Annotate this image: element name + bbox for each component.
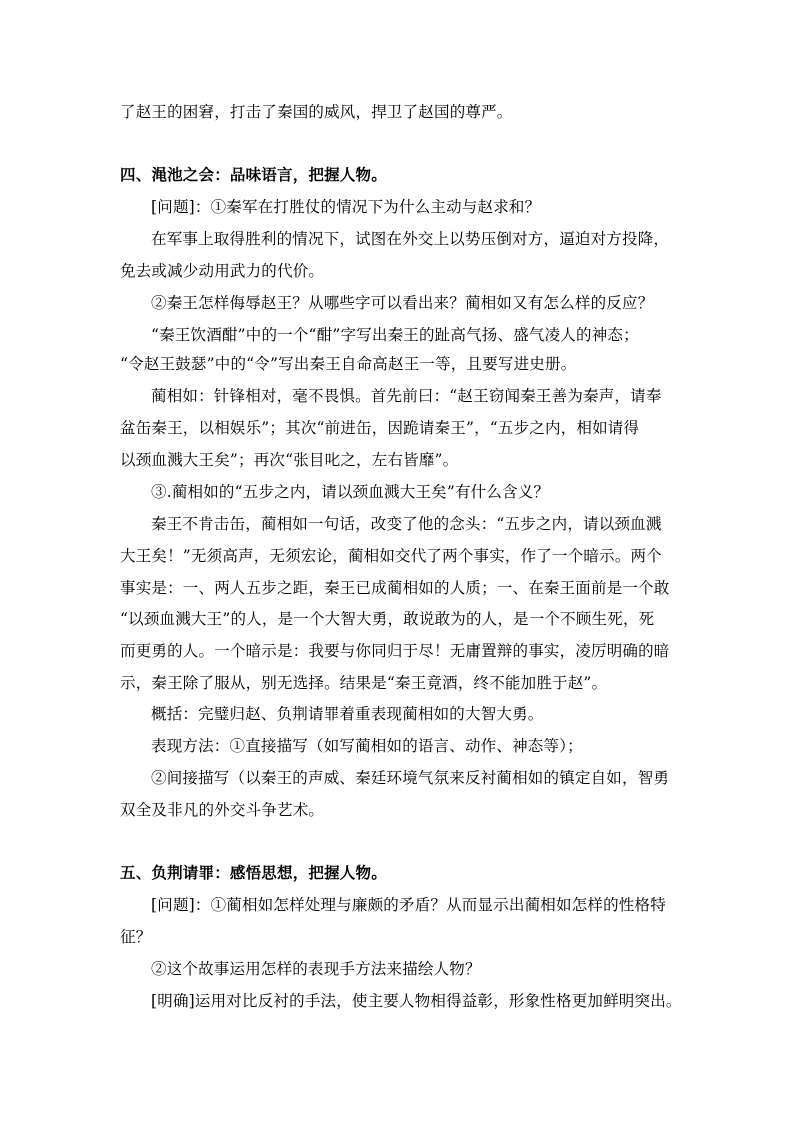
section-heading: 五、负荆请罪：感悟思想，把握人物。: [120, 864, 387, 882]
paragraph-line: 在军事上取得胜利的情况下，试图在外交上以势压倒对方，逼迫对方投降，: [151, 230, 670, 248]
paragraph-line: 了赵王的困窘，打击了秦国的威风，捍卫了赵国的尊严。: [120, 103, 513, 121]
question-line: ②这个故事运用怎样的表现手方法来描绘人物？: [151, 960, 481, 978]
paragraph-line: 概括：完璧归赵、负荆请罪着重表现蔺相如的大智大勇。: [151, 705, 544, 723]
paragraph-line: ②间接描写（以秦王的声威、秦廷环境气氛来反衬蔺相如的镇定自如，智勇: [151, 769, 670, 787]
paragraph-line: 以颈血溅大王矣”；再次“张目叱之，左右皆靡”。: [120, 451, 459, 469]
paragraph-line: [明确]运用对比反衬的手法，使主要人物相得益彰，形象性格更加鲜明突出。: [151, 992, 682, 1010]
question-line: ③.蔺相如的“五步之内，请以颈血溅大王矣”有什么含义？: [151, 483, 550, 501]
paragraph-line: 双全及非凡的外交斗争艺术。: [120, 801, 325, 819]
paragraph-line: 蔺相如：针锋相对，毫不畏惧。首先前曰：“赵王窃闻秦王善为秦声，请奉: [151, 387, 662, 405]
paragraph-line: 而更勇的人。一个暗示是：我要与你同归于尽！无庸置辩的事实，凌厉明确的暗: [120, 642, 670, 660]
paragraph-line: 征？: [120, 928, 152, 946]
paragraph-line: “秦王饮酒酣”中的一个“酣”字写出秦王的趾高气扬、盛气凌人的神态；: [151, 326, 639, 344]
question-line: ②秦王怎样侮辱赵王？从哪些字可以看出来？蔺相如又有怎么样的反应？: [151, 294, 654, 312]
paragraph-line: 表现方法：①直接描写（如写蔺相如的语言、动作、神态等）；: [151, 737, 583, 755]
question-line: [问题]：①秦军在打胜仗的情况下为什么主动与赵求和？: [151, 198, 541, 216]
paragraph-line: “以颈血溅大王”的人，是一个大智大勇，敢说敢为的人，是一个不顾生死，死: [120, 610, 655, 628]
paragraph-line: “令赵王鼓瑟”中的“令”写出秦王自命高赵王一等，且要写进史册。: [120, 355, 577, 373]
paragraph-line: 免去或减少动用武力的代价。: [120, 262, 325, 280]
paragraph-line: 大王矣！”无须高声，无须宏论，蔺相如交代了两个事实，作了一个暗示。两个: [120, 547, 662, 565]
paragraph-line: 事实是：一、两人五步之距，秦王已成蔺相如的人质；一、在秦王面前是一个敢: [120, 579, 670, 597]
question-line: [问题]：①蔺相如怎样处理与廉颇的矛盾？从而显示出蔺相如怎样的性格特: [151, 896, 666, 914]
paragraph-line: 示，秦王除了服从，别无选择。结果是“秦王竟酒，终不能加胜于赵”。: [120, 674, 608, 692]
paragraph-line: 秦王不肯击缶，蔺相如一句话，改变了他的念头：“五步之内，请以颈血溅: [151, 515, 662, 533]
paragraph-line: 盆缶秦王，以相娱乐”；其次“前进缶，因跪请秦王”，“五步之内，相如请得: [120, 419, 640, 437]
section-heading: 四、渑池之会：品味语言，把握人物。: [120, 166, 387, 184]
